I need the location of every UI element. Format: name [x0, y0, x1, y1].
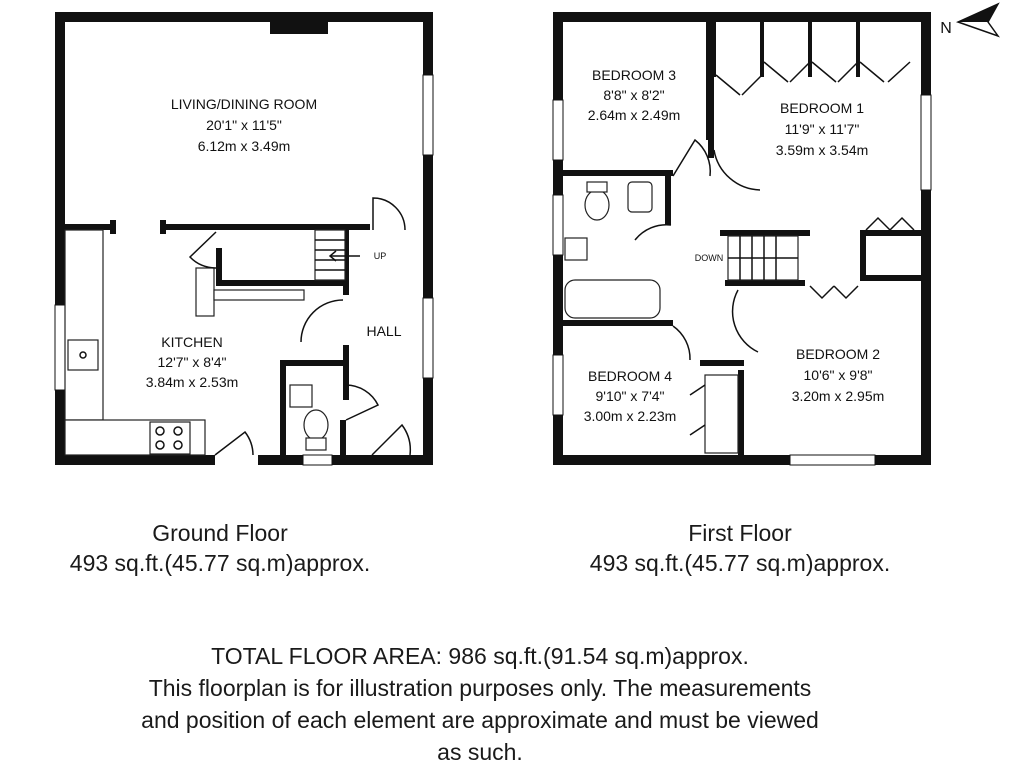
- first-wall-bed3-bottom: [563, 170, 673, 176]
- first-wall-top: [553, 12, 931, 22]
- first-wall-stair-bottom: [725, 280, 805, 286]
- first-door-bed4: [673, 326, 690, 360]
- first-door-bath: [635, 225, 671, 240]
- first-door-cupboard-bed2: [810, 286, 858, 298]
- footer-notes: [20, 640, 940, 768]
- bed3-name: BEDROOM 3: [591, 67, 677, 83]
- first-window-bed2: [790, 455, 875, 465]
- ground-floor-area: 493 sq.ft.(45.77 sq.m)approx.: [69, 550, 371, 576]
- ground-floor-caption: [10, 518, 430, 578]
- bed2-name: BEDROOM 2: [795, 346, 881, 362]
- first-window-bed3: [553, 100, 563, 160]
- total-floor-area: TOTAL FLOOR AREA: 986 sq.ft.(91.54 sq.m)approx.: [211, 643, 749, 669]
- ground-window-right-lower: [423, 298, 433, 378]
- bed2-imperial: 10'6" x 9'8": [803, 367, 873, 383]
- ground-wall-bottom-mid: [258, 455, 303, 465]
- first-wall-bed4-right: [738, 370, 744, 455]
- ground-wall-wc-right: [340, 420, 346, 455]
- living-room-metric: 6.12m x 3.49m: [197, 138, 291, 154]
- first-door-bed2: [733, 290, 758, 352]
- bed3-metric: 2.64m x 2.49m: [587, 107, 681, 123]
- first-floor-title: First Floor: [688, 520, 792, 546]
- first-wall-right: [921, 12, 931, 465]
- kitchen-counter-left: [65, 230, 103, 420]
- ground-wall-bottom-left: [55, 455, 215, 465]
- ground-wall-wc-top: [280, 360, 346, 366]
- ground-door-wc: [346, 385, 378, 420]
- bed1-metric: 3.59m x 3.54m: [775, 142, 869, 158]
- first-wall-bath-right: [665, 170, 671, 225]
- bath-basin: [565, 238, 587, 260]
- ground-wc-basin: [290, 385, 312, 407]
- first-window-bed4: [553, 355, 563, 415]
- ground-door-kitchen: [215, 432, 253, 455]
- ground-window-wc: [303, 455, 332, 465]
- ground-wall-hall-lower: [343, 345, 349, 400]
- kitchen-name: KITCHEN: [161, 334, 223, 350]
- ground-wall-wc-left: [280, 360, 286, 455]
- bed4-cupboards: [690, 375, 738, 453]
- first-wall-bed2-top: [860, 275, 921, 281]
- kitchen-column: [196, 268, 214, 316]
- ground-floor-title: Ground Floor: [152, 520, 288, 546]
- ground-floor-plan: [55, 12, 433, 465]
- north-arrow-icon: [940, 4, 998, 37]
- bed1-name: BEDROOM 1: [779, 100, 865, 116]
- first-stairs: [728, 236, 798, 280]
- first-window-bath: [553, 195, 563, 255]
- compass-label: N: [940, 20, 952, 37]
- ground-stairs-label: UP: [373, 251, 387, 261]
- bed3-imperial: 8'8" x 8'2": [603, 87, 665, 103]
- bed4-name: BEDROOM 4: [587, 368, 673, 384]
- ground-wall-divider-left: [65, 224, 115, 230]
- first-door-bed3: [673, 140, 710, 176]
- first-floor-area: 493 sq.ft.(45.77 sq.m)approx.: [589, 550, 891, 576]
- bed4-imperial: 9'10" x 7'4": [595, 388, 665, 404]
- ground-wc-toilet: [304, 410, 328, 440]
- first-floor-caption: [520, 518, 960, 578]
- ground-wall-top: [55, 12, 433, 22]
- ground-wall-stair-left: [216, 248, 222, 286]
- bed1-imperial: 11'9" x 11'7": [784, 121, 860, 137]
- first-wall-cupboard: [860, 230, 866, 280]
- disclaimer-line-1: This floorplan is for illustration purposes only. The measurements: [148, 675, 812, 701]
- ground-wall-bottom-right: [332, 455, 433, 465]
- ground-wall-left: [55, 12, 65, 465]
- living-room-name: LIVING/DINING ROOM: [170, 96, 318, 112]
- ground-door-kitchen-inner: [190, 232, 216, 268]
- kitchen-metric: 3.84m x 2.53m: [145, 374, 239, 390]
- ground-door-front: [372, 425, 410, 455]
- living-room-imperial: 20'1" x 11'5": [206, 117, 282, 133]
- ground-stairs: [315, 230, 360, 280]
- first-wall-bed1-bottom: [860, 230, 921, 236]
- kitchen-sink: [68, 340, 98, 370]
- bath-tub: [565, 280, 660, 318]
- ground-flue: [270, 22, 328, 34]
- ground-door-living: [373, 198, 405, 230]
- ground-wall-divider-right: [160, 224, 370, 230]
- first-wall-landing-diag: [708, 140, 714, 158]
- ground-wall-stair-under: [216, 280, 346, 286]
- disclaimer-line-2: and position of each element are approximate and must be viewed: [141, 707, 819, 733]
- first-floor-plan: [553, 12, 931, 465]
- bed2-metric: 3.20m x 2.95m: [791, 388, 885, 404]
- first-wall-bath-bottom: [563, 320, 673, 326]
- disclaimer-line-3: as such.: [437, 739, 523, 765]
- bed4-metric: 3.00m x 2.23m: [583, 408, 677, 424]
- hall-name: HALL: [366, 323, 402, 339]
- ground-wall-divider-post: [110, 220, 116, 234]
- first-door-bed1: [714, 150, 760, 190]
- bath-shower-wc: [628, 182, 652, 212]
- first-door-cupboard-bed1: [866, 218, 914, 230]
- ground-door-hall: [301, 300, 343, 342]
- first-wall-stair-top: [720, 230, 810, 236]
- kitchen-hob: [150, 422, 190, 454]
- first-wall-bed4-top: [700, 360, 744, 366]
- bath-toilet: [585, 190, 609, 220]
- kitchen-imperial: 12'7" x 8'4": [157, 354, 227, 370]
- ground-window-right-upper: [423, 75, 433, 155]
- first-stairs-label: DOWN: [694, 253, 724, 263]
- first-window-bed1: [921, 95, 931, 190]
- bed1-wardrobes: [712, 22, 910, 95]
- kitchen-worktop-strip: [214, 290, 304, 300]
- ground-window-left-kitchen: [55, 305, 65, 390]
